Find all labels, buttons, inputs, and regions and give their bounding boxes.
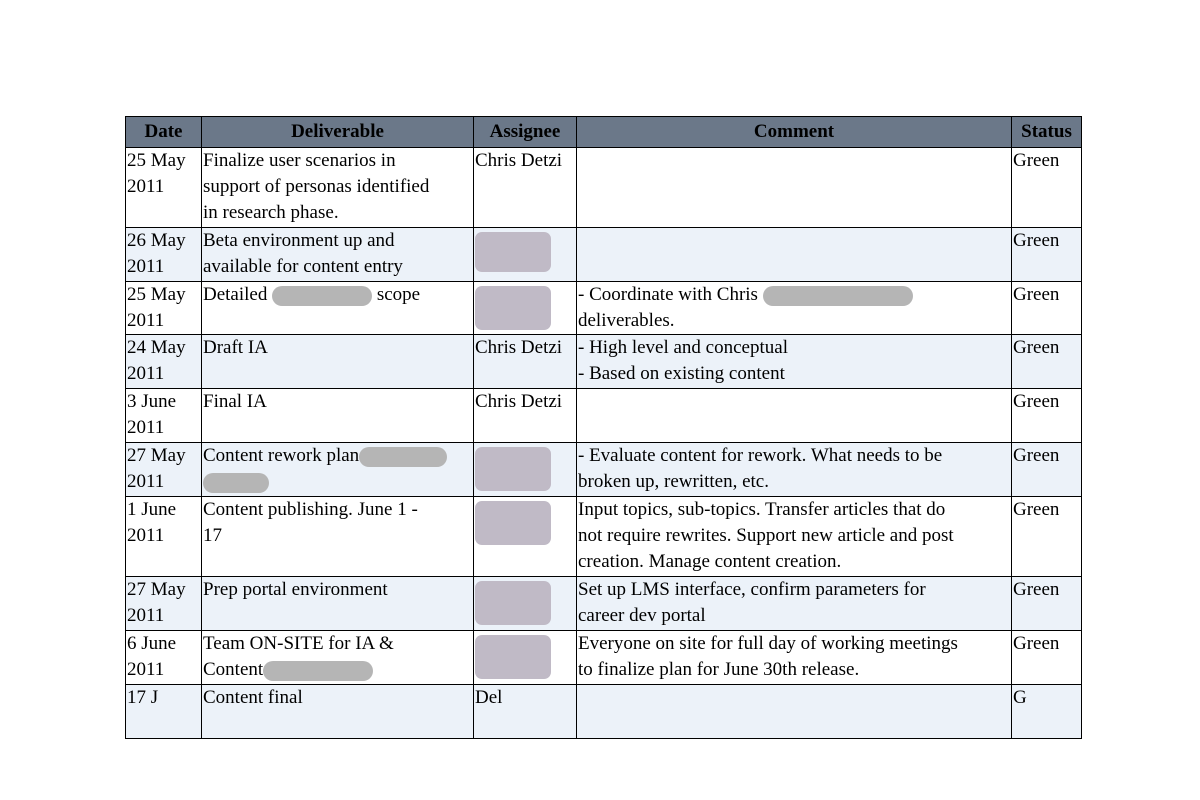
cell-date: 27 May 2011 <box>126 577 202 631</box>
deliverable-text-start: Detailed <box>203 284 268 305</box>
cell-assignee <box>474 228 577 282</box>
cell-assignee: Chris Detzi <box>474 389 577 443</box>
redacted-assignee <box>475 635 551 679</box>
cell-assignee: Del <box>474 685 577 739</box>
cell-status: G <box>1012 685 1082 739</box>
table-header-row <box>126 117 1082 148</box>
cell-date: 3 June 2011 <box>126 389 202 443</box>
redacted-assignee <box>475 232 551 272</box>
cell-deliverable: Content publishing. June 1 - 17 <box>202 497 474 577</box>
cell-deliverable: Beta environment up and available for content entry <box>202 228 474 282</box>
redacted-assignee <box>475 286 551 330</box>
cell-assignee <box>474 497 577 577</box>
cell-comment: Everyone on site for full day of working meetings to finalize plan for June 30th release. <box>577 631 1012 685</box>
comment-text-start: - Coordinate with Chris <box>578 284 758 305</box>
redacted-text <box>272 286 372 306</box>
cell-deliverable <box>202 282 474 335</box>
cell-comment: Set up LMS interface, confirm parameters for career dev portal <box>577 577 1012 631</box>
redacted-text <box>763 286 913 306</box>
cell-comment <box>577 389 1012 443</box>
header-assignee: Assignee <box>474 117 577 148</box>
cell-date: 26 May 2011 <box>126 228 202 282</box>
redacted-text <box>359 447 447 467</box>
deliverable-text: Content rework plan <box>203 445 360 466</box>
table-row <box>126 443 1082 497</box>
cell-status: Green <box>1012 631 1082 685</box>
cell-status: Green <box>1012 497 1082 577</box>
cell-date: 25 May 2011 <box>126 148 202 228</box>
cell-deliverable: Prep portal environment <box>202 577 474 631</box>
cell-comment <box>577 228 1012 282</box>
cell-deliverable: Draft IA <box>202 335 474 389</box>
cell-comment: Input topics, sub-topics. Transfer articles that do not require rewrites. Support new article and post creation. Manage content creation. <box>577 497 1012 577</box>
cell-assignee <box>474 631 577 685</box>
redacted-text <box>263 661 373 681</box>
table-row <box>126 228 1082 282</box>
redacted-assignee <box>475 501 551 545</box>
redacted-assignee <box>475 447 551 491</box>
cell-status: Green <box>1012 282 1082 335</box>
redacted-text <box>203 473 269 493</box>
cell-assignee <box>474 282 577 335</box>
deliverable-text-start: Team ON-SITE for IA & <box>203 633 394 654</box>
cell-status: Green <box>1012 335 1082 389</box>
deliverable-text-end: scope <box>376 284 421 305</box>
table-row <box>126 631 1082 685</box>
header-date: Date <box>126 117 202 148</box>
cell-assignee <box>474 577 577 631</box>
cell-date: 25 May 2011 <box>126 282 202 335</box>
deliverable-text-end: Content <box>203 659 264 680</box>
table-row <box>126 282 1082 335</box>
redacted-assignee <box>475 581 551 625</box>
header-deliverable: Deliverable <box>202 117 474 148</box>
cell-comment: - Evaluate content for rework. What needs to be broken up, rewritten, etc. <box>577 443 1012 497</box>
cell-status: Green <box>1012 389 1082 443</box>
cell-deliverable: Final IA <box>202 389 474 443</box>
cell-comment: - High level and conceptual - Based on existing content <box>577 335 1012 389</box>
cell-deliverable: Content final <box>202 685 474 739</box>
table-row <box>126 148 1082 228</box>
cell-assignee: Chris Detzi <box>474 335 577 389</box>
table-row <box>126 497 1082 577</box>
cell-comment <box>577 685 1012 739</box>
cell-date: 17 J <box>126 685 202 739</box>
cell-status: Green <box>1012 148 1082 228</box>
cell-assignee: Chris Detzi <box>474 148 577 228</box>
cell-date: 6 June 2011 <box>126 631 202 685</box>
cell-date: 27 May 2011 <box>126 443 202 497</box>
header-status: Status <box>1012 117 1082 148</box>
cell-assignee <box>474 443 577 497</box>
header-comment: Comment <box>577 117 1012 148</box>
cell-date: 24 May 2011 <box>126 335 202 389</box>
status-table-page <box>125 116 1081 708</box>
cell-comment <box>577 148 1012 228</box>
table-row <box>126 335 1082 389</box>
cell-deliverable <box>202 631 474 685</box>
cell-comment <box>577 282 1012 335</box>
table-row <box>126 685 1082 739</box>
cell-status: Green <box>1012 577 1082 631</box>
cell-status: Green <box>1012 443 1082 497</box>
table-row <box>126 389 1082 443</box>
table-row <box>126 577 1082 631</box>
cell-deliverable: Finalize user scenarios in support of personas identified in research phase. <box>202 148 474 228</box>
cell-deliverable <box>202 443 474 497</box>
comment-text-end: deliverables. <box>578 310 675 331</box>
cell-date: 1 June 2011 <box>126 497 202 577</box>
cell-status: Green <box>1012 228 1082 282</box>
deliverables-table <box>125 116 1082 739</box>
